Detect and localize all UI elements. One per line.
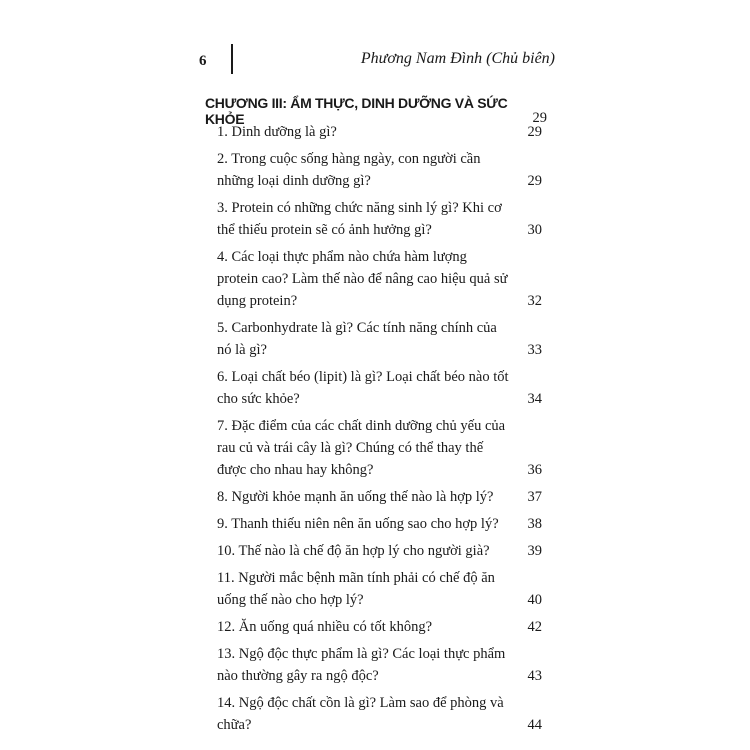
chapter-page: 29 bbox=[532, 110, 547, 126]
toc-entry-page: 38 bbox=[527, 516, 542, 532]
toc-entry-page: 34 bbox=[527, 391, 542, 407]
toc-entry-page: 39 bbox=[527, 543, 542, 559]
toc-list bbox=[217, 118, 542, 741]
toc-entry bbox=[217, 567, 542, 611]
header-divider bbox=[231, 44, 233, 74]
toc-entry-text: 8. Người khỏe mạnh ăn uống thế nào là hợp lý? bbox=[217, 489, 494, 505]
toc-entry bbox=[217, 415, 542, 481]
toc-entry bbox=[217, 197, 542, 241]
toc-entry bbox=[217, 692, 542, 736]
toc-entry-page: 42 bbox=[527, 619, 542, 635]
toc-entry-page: 32 bbox=[527, 293, 542, 309]
toc-entry-page: 30 bbox=[527, 222, 542, 238]
toc-entry-text: 14. Ngộ độc chất cồn là gì? Làm sao để phòng và chữa? bbox=[217, 695, 504, 733]
toc-entry-text: 3. Protein có những chức năng sinh lý gì? Khi cơ thể thiếu protein sẽ có ảnh hưởng gì? bbox=[217, 200, 502, 238]
toc-entry-text: 11. Người mắc bệnh mãn tính phải có chế độ ăn uống thế nào cho hợp lý? bbox=[217, 570, 495, 608]
toc-entry-page: 29 bbox=[527, 124, 542, 140]
toc-entry-text: 9. Thanh thiếu niên nên ăn uống sao cho hợp lý? bbox=[217, 516, 499, 532]
toc-entry-page: 40 bbox=[527, 592, 542, 608]
toc-entry-text: 1. Dinh dưỡng là gì? bbox=[217, 124, 337, 140]
toc-entry bbox=[217, 643, 542, 687]
chapter-title: CHƯƠNG III: ẨM THỰC, DINH DƯỠNG VÀ SỨC KHỎE bbox=[205, 95, 508, 127]
toc-entry bbox=[217, 121, 542, 143]
toc-entry-text: 13. Ngộ độc thực phẩm là gì? Các loại thực phẩm nào thường gây ra ngộ độc? bbox=[217, 646, 506, 684]
toc-entry bbox=[217, 366, 542, 410]
toc-entry-page: 33 bbox=[527, 342, 542, 358]
toc-entry-page: 43 bbox=[527, 668, 542, 684]
toc-entry-page: 29 bbox=[527, 173, 542, 189]
page-number: 6 bbox=[199, 53, 207, 69]
toc-entry bbox=[217, 317, 542, 361]
toc-entry-text: 4. Các loại thực phẩm nào chứa hàm lượng protein cao? Làm thế nào để nâng cao hiệu quả sử dụng protein? bbox=[217, 249, 508, 309]
toc-entry-text: 7. Đặc điểm của các chất dinh dưỡng chủ yếu của rau củ và trái cây là gì? Chúng có thể thay thế được cho nhau hay không? bbox=[217, 418, 506, 478]
toc-entry-page: 37 bbox=[527, 489, 542, 505]
toc-entry-text: 12. Ăn uống quá nhiều có tốt không? bbox=[217, 619, 433, 635]
toc-entry-page: 36 bbox=[527, 462, 542, 478]
toc-entry-text: 2. Trong cuộc sống hàng ngày, con người cần những loại dinh dưỡng gì? bbox=[217, 151, 481, 189]
toc-entry-text: 10. Thế nào là chế độ ăn hợp lý cho người già? bbox=[217, 543, 490, 559]
toc-entry bbox=[217, 148, 542, 192]
toc-entry bbox=[217, 246, 542, 312]
toc-entry bbox=[217, 513, 542, 535]
toc-entry bbox=[217, 616, 542, 638]
toc-entry-page: 44 bbox=[527, 717, 542, 733]
toc-entry bbox=[217, 540, 542, 562]
toc-entry bbox=[217, 486, 542, 508]
running-header: Phương Nam Đình (Chủ biên) bbox=[360, 50, 555, 67]
toc-entry-text: 6. Loại chất béo (lipit) là gì? Loại chất béo nào tốt cho sức khỏe? bbox=[217, 369, 509, 407]
toc-entry-text: 5. Carbonhydrate là gì? Các tính năng chính của nó là gì? bbox=[217, 320, 497, 358]
